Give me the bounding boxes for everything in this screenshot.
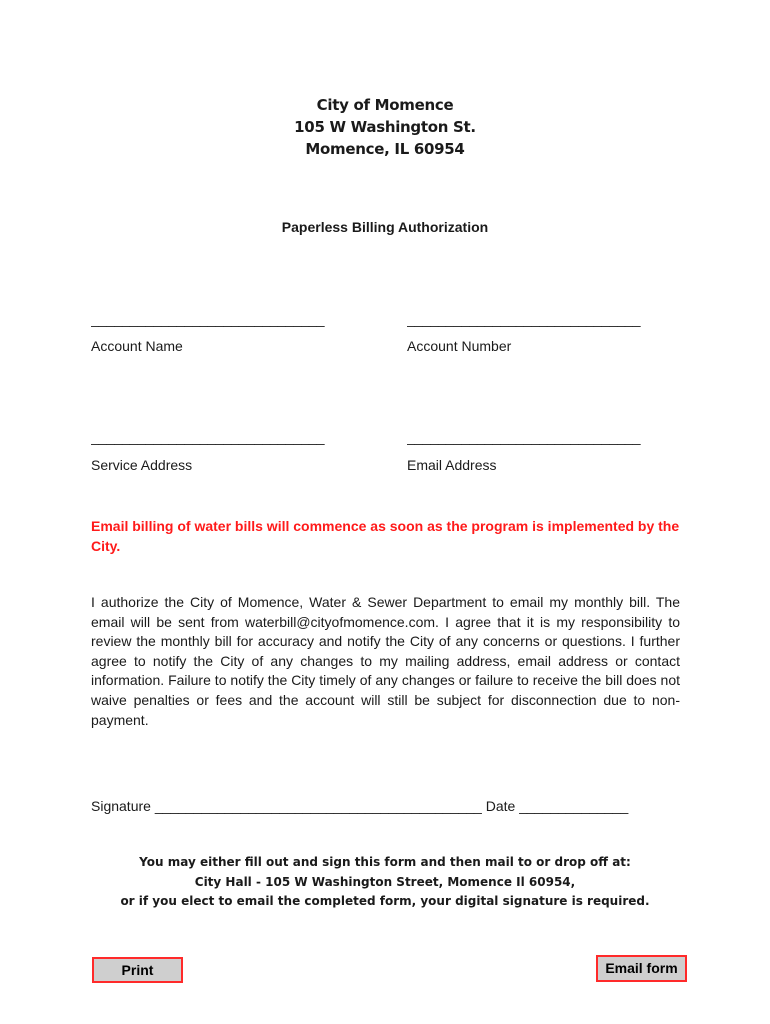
email-address-label: Email Address: [407, 457, 497, 473]
authorization-text: I authorize the City of Momence, Water & Sewer Department to email my monthly bill. The email will be sent from waterbill@cityofmomence.com. I agree that it is my responsibility to review the monthly bill for accuracy and notify the City of any concerns or questions. I further agree to notify the City of any changes to my mailing address, email address or contact information. Failure to notify the City timely of any changes or failure to receive the bill does not waive penalties or fees and the account will still be subject for disconnection due to non-payment.: [91, 594, 680, 728]
signature-label: Signature: [91, 798, 151, 814]
date-label: Date: [485, 798, 516, 814]
instructions-line-3: or if you elect to email the completed form, your digital signature is required.: [120, 894, 650, 908]
account-number-field[interactable]: ______________________________: [407, 311, 641, 327]
date-field[interactable]: ______________: [519, 798, 629, 814]
org-street: 105 W Washington St.: [294, 118, 476, 136]
signature-row: [91, 798, 628, 814]
instructions-line-2: City Hall - 105 W Washington Street, Momence Il 60954,: [194, 874, 576, 889]
account-name-label: Account Name: [91, 338, 183, 354]
email-form-button[interactable]: Email form: [596, 955, 687, 982]
service-address-label: Service Address: [91, 457, 193, 473]
instructions-line-1: You may either fill out and sign this form and then mail to or drop off at:: [139, 855, 631, 869]
signature-field[interactable]: __________________________________________: [154, 798, 482, 814]
billing-notice: Email billing of water bills will commence as soon as the program is implemented by the City.: [91, 518, 680, 554]
form-title: Paperless Billing Authorization: [281, 219, 489, 235]
account-number-label: Account Number: [407, 338, 512, 354]
account-name-field[interactable]: ______________________________: [91, 311, 325, 327]
org-city: Momence, IL 60954: [305, 140, 465, 158]
service-address-field[interactable]: ______________________________: [91, 429, 325, 445]
print-button[interactable]: Print: [92, 957, 183, 983]
org-name: City of Momence: [316, 96, 454, 114]
email-address-field[interactable]: ______________________________: [407, 429, 641, 445]
letterhead: [0, 94, 770, 160]
mailing-instructions: [0, 853, 770, 912]
